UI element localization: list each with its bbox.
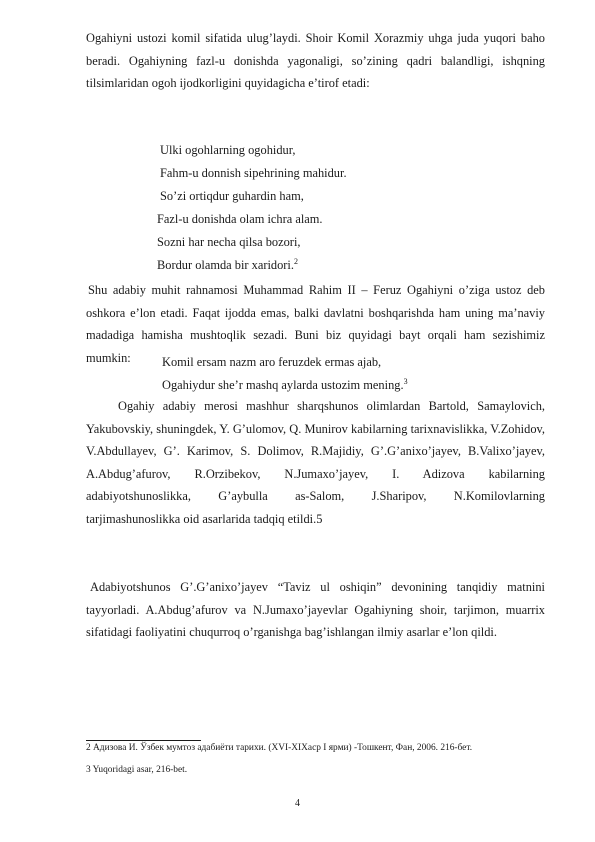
verse-line-text: Ogahiydur she’r mashq aylarda ustozim mening. [162, 378, 404, 392]
verse-line-text: Bordur olamda bir xaridori. [157, 258, 294, 272]
verse-line: Ulki ogohlarning ogohidur, [160, 143, 296, 157]
paragraph-feruz: Shu adabiy muhit rahnamosi Muhammad Rahim II – Feruz Ogahiyni o’ziga ustoz deb oshkora e’lon etadi. Faqat ijodda emas, balki davlatni boshqarishda ham uning ma’naviy madadiga hamisha mushtoqlik sezadi. Buni biz quyidagi bayt orqali ham sezishimiz mumkin: [86, 283, 545, 365]
verse-line [157, 258, 298, 272]
page-number: 4 [295, 798, 300, 809]
verse-line: Sozni har necha qilsa bozori, [157, 235, 301, 249]
verse-line: Komil ersam nazm aro feruzdek ermas ajab, [162, 355, 382, 369]
verse-line: Fahm-u donnish sipehrining mahidur. [160, 166, 347, 180]
footnote-separator [86, 740, 201, 741]
footnote-ref: 2 [293, 256, 298, 266]
footnote-2: 2 Адизова И. Ўзбек мумтоз адабиёти тарихи. (XVI-XIXаср I ярми) -Тошкент, Фан, 2006. 216-бет. [86, 743, 473, 753]
verse-line: So’zi ortiqdur guhardin ham, [160, 189, 304, 203]
footnote-3: 3 Yuqoridagi asar, 216-bet. [86, 765, 188, 775]
paragraph-scholars: Adabiyotshunos G’.G’anixo’jayev “Taviz ul oshiqin” devonining tanqidiy matnini tayyorladi. A.Abdug’afurov va N.Jumaxo’jayevlar Ogahiyning shoir, tarjimon, muarrix sifatidagi faoliyatini chuqurroq o’rganishga bag’ishlangan ilmiy asarlar e’lon qildi. [86, 580, 545, 640]
paragraph-intro: Ogahiyni ustozi komil sifatida ulug’laydi. Shoir Komil Xorazmiy uhga juda yuqori baho beradi. Ogahiyning fazl-u donishda yagonaligi, so’zining qadri balandligi, ishqning tilsimlaridan ogoh ijodkorligini quyidagicha e’tirof etadi: [86, 31, 545, 91]
footnote-ref: 3 [403, 376, 408, 386]
paragraph-heritage: Ogahiy adabiy merosi mashhur sharqshunos olimlardan Bartold, Samaylovich, Yakubovskiy, shuningdek, Y. G’ulomov, Q. Munirov kabilarning tarixnavislikka, V.Zohidov, V.Abdullayev, G’. Karimov, S. Dolimov, R.Majidiy, G’.G’anixo’jayev, B.Valixo’jayev, A.Abdug’afurov, R.Orzibekov, N.Jumaxo’jayev, I. Adizova kabilarning adabiyotshunoslikka, G’aybulla as-Salom, J.Sharipov, N.Komilovlarning tarjimashunoslikka oid asarlarida tadqiq etildi.5 [86, 399, 545, 526]
verse-line [162, 378, 408, 392]
verse-line: Fazl-u donishda olam ichra alam. [157, 212, 323, 226]
